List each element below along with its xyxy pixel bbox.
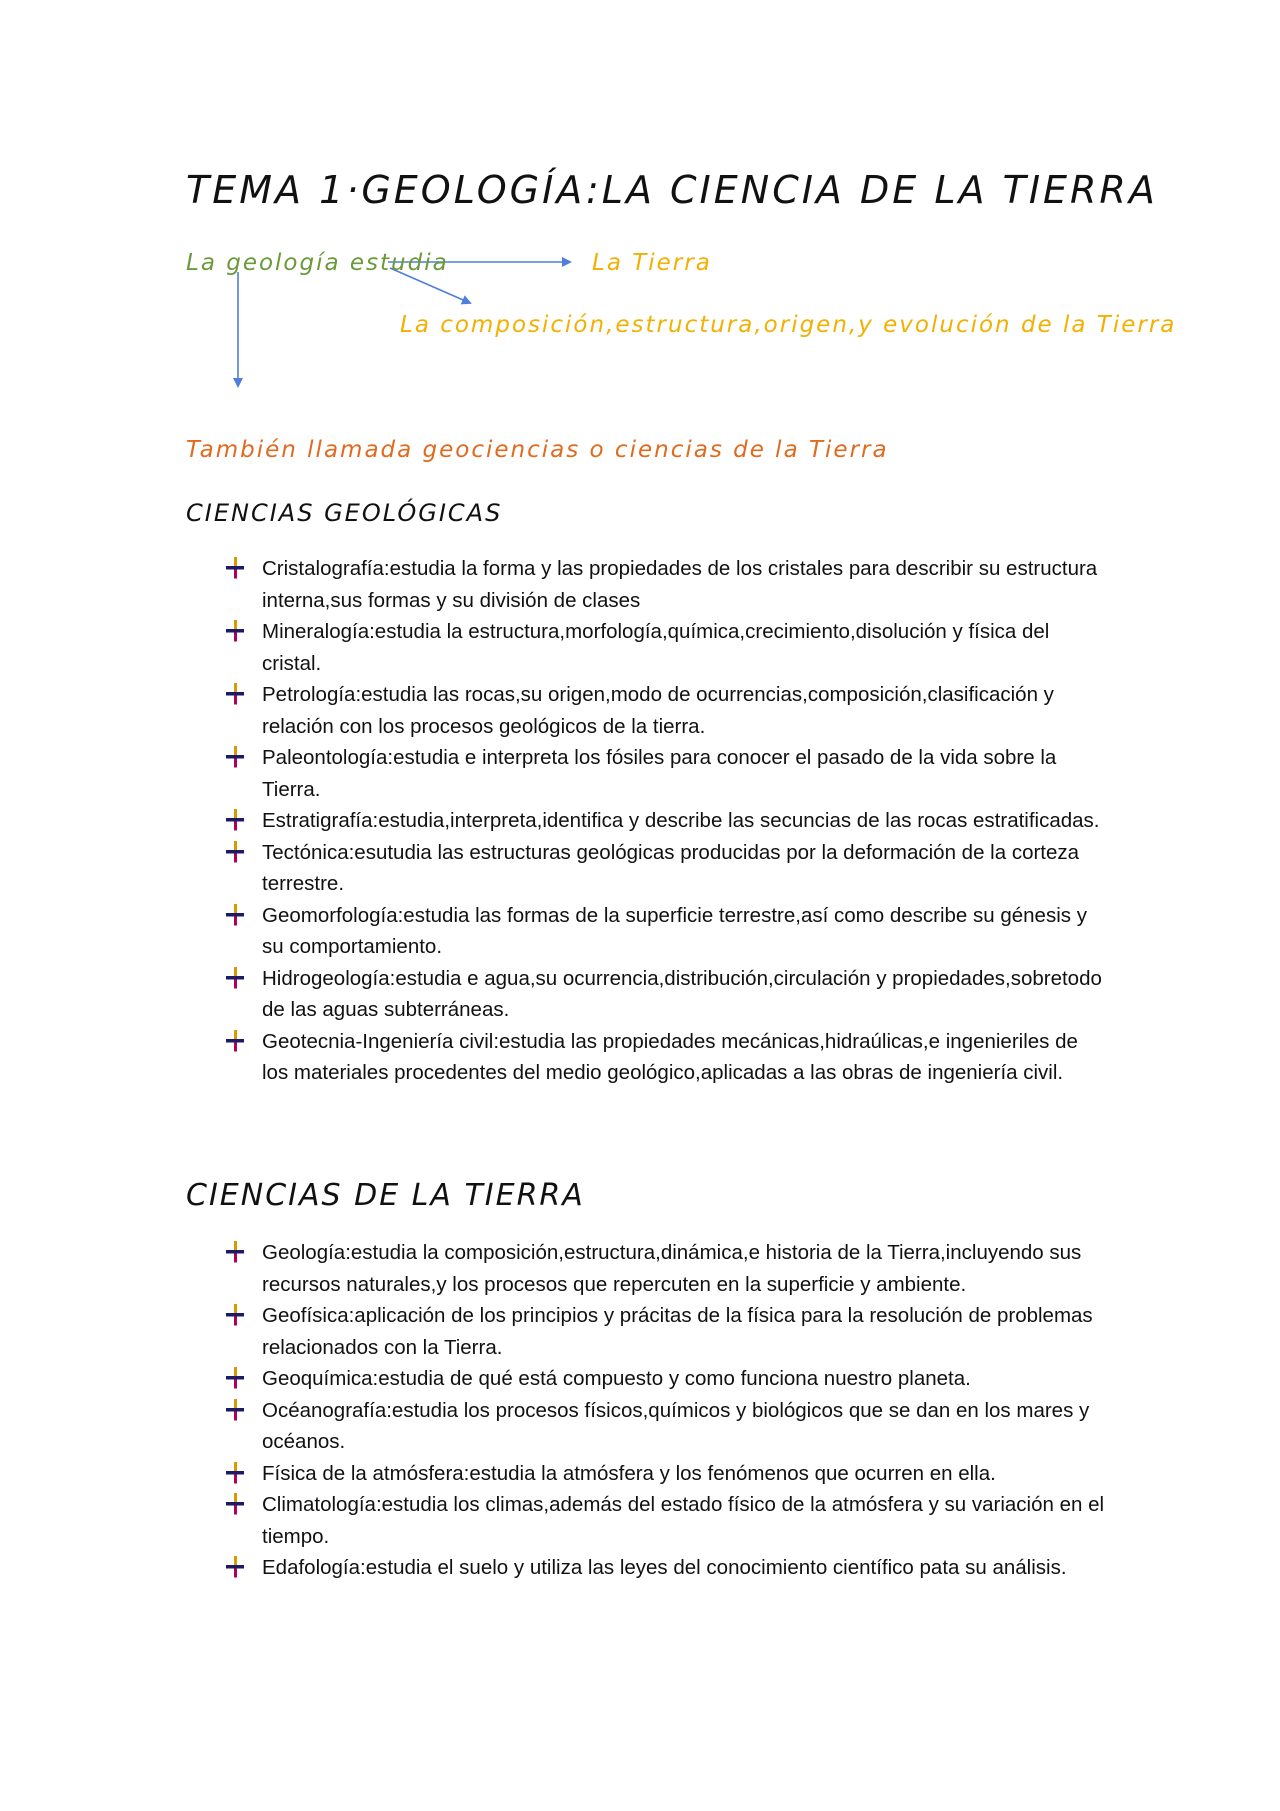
bullet-icon bbox=[226, 967, 244, 989]
bullet-icon bbox=[226, 1462, 244, 1484]
list-item bbox=[226, 742, 1106, 805]
bullet-icon bbox=[226, 1493, 244, 1515]
heading-earth-sciences: CIENCIAS DE LA TIERRA bbox=[186, 1178, 585, 1213]
bullet-icon bbox=[226, 683, 244, 705]
bullet-icon bbox=[226, 841, 244, 863]
list-item bbox=[226, 837, 1106, 900]
list-item-text: Edafología:estudia el suelo y utiliza las leyes del conocimiento científico pata su análisis. bbox=[262, 1556, 1067, 1579]
list-item-text: Geofísica:aplicación de los principios y prácitas de la física para la resolución de problemas relacionados con la Tierra. bbox=[262, 1304, 1093, 1359]
list-item-text: Geología:estudia la composición,estructura,dinámica,e historia de la Tierra,incluyendo sus recursos naturales,y los procesos que repercuten en la superficie y ambiente. bbox=[262, 1241, 1082, 1296]
list-item bbox=[226, 1363, 1106, 1395]
list-item bbox=[226, 679, 1106, 742]
list-item-text: Física de la atmósfera:estudia la atmósfera y los fenómenos que ocurren en ella. bbox=[262, 1461, 996, 1485]
bullet-icon bbox=[226, 1399, 244, 1421]
list-item bbox=[226, 616, 1106, 679]
list-item bbox=[226, 1552, 1106, 1584]
list-item bbox=[226, 805, 1106, 837]
list-item-text: Petrología:estudia las rocas,su origen,modo de ocurrencias,composición,clasificación y relación con los procesos geológicos de la tierra. bbox=[262, 683, 1054, 738]
bullet-icon bbox=[226, 620, 244, 642]
earth-sciences-list bbox=[226, 1237, 1106, 1584]
intro-subject: La geología estudia bbox=[186, 250, 449, 276]
bullet-icon bbox=[226, 1367, 244, 1389]
list-item bbox=[226, 900, 1106, 963]
list-item bbox=[226, 1026, 1106, 1089]
list-item-text: Climatología:estudia los climas,además del estado físico de la atmósfera y su variación en el tiempo. bbox=[262, 1493, 1105, 1548]
heading-geological-sciences: CIENCIAS GEOLÓGICAS bbox=[186, 499, 503, 527]
list-item bbox=[226, 1300, 1106, 1363]
list-item-text: Geotecnia-Ingeniería civil:estudia las propiedades mecánicas,hidraúlicas,e ingenieriles de los materiales procedentes del medio geológico,aplicadas a las obras de ingeniería civil. bbox=[262, 1029, 1078, 1084]
list-item bbox=[226, 553, 1106, 616]
also-called-note: También llamada geociencias o ciencias de la Tierra bbox=[186, 437, 889, 463]
bullet-icon bbox=[226, 809, 244, 831]
bullet-icon bbox=[226, 1030, 244, 1052]
bullet-icon bbox=[226, 904, 244, 926]
geological-sciences-list bbox=[226, 553, 1106, 1089]
list-item bbox=[226, 1395, 1106, 1458]
list-item-text: Estratigrafía:estudia,interpreta,identifica y describe las secuncias de las rocas estratificadas. bbox=[262, 809, 1100, 832]
bullet-icon bbox=[226, 1304, 244, 1326]
intro-target-earth: La Tierra bbox=[592, 250, 712, 276]
list-item bbox=[226, 963, 1106, 1026]
list-item-text: Hidrogeología:estudia e agua,su ocurrencia,distribución,circulación y propiedades,sobretodo de las aguas subterráneas. bbox=[262, 966, 1102, 1021]
bullet-icon bbox=[226, 557, 244, 579]
list-item bbox=[226, 1237, 1106, 1300]
bullet-icon bbox=[226, 746, 244, 768]
list-item-text: Tectónica:esutudia las estructuras geológicas producidas por la deformación de la corteza terrestre. bbox=[262, 840, 1080, 895]
list-item-text: Mineralogía:estudia la estructura,morfología,química,crecimiento,disolución y física del cristal. bbox=[262, 620, 1050, 675]
list-item bbox=[226, 1489, 1106, 1552]
intro-target-composition: La composición,estructura,origen,y evolución de la Tierra bbox=[400, 312, 1177, 338]
list-item-text: Geoquímica:estudia de qué está compuesto y como funciona nuestro planeta. bbox=[262, 1367, 971, 1390]
concept-arrows bbox=[0, 0, 1280, 420]
bullet-icon bbox=[226, 1241, 244, 1263]
list-item-text: Paleontología:estudia e interpreta los fósiles para conocer el pasado de la vida sobre la Tierra. bbox=[262, 746, 1057, 801]
page-title: TEMA 1·GEOLOGÍA:LA CIENCIA DE LA TIERRA bbox=[186, 168, 1158, 212]
list-item-text: Océanografía:estudia los procesos físicos,químicos y biológicos que se dan en los mares y océanos. bbox=[262, 1398, 1090, 1453]
list-item bbox=[226, 1458, 1106, 1490]
list-item-text: Geomorfología:estudia las formas de la superficie terrestre,así como describe su génesis y su comportamiento. bbox=[262, 903, 1087, 958]
bullet-icon bbox=[226, 1556, 244, 1578]
list-item-text: Cristalografía:estudia la forma y las propiedades de los cristales para describir su estructura interna,sus formas y su división de clases bbox=[262, 557, 1098, 612]
